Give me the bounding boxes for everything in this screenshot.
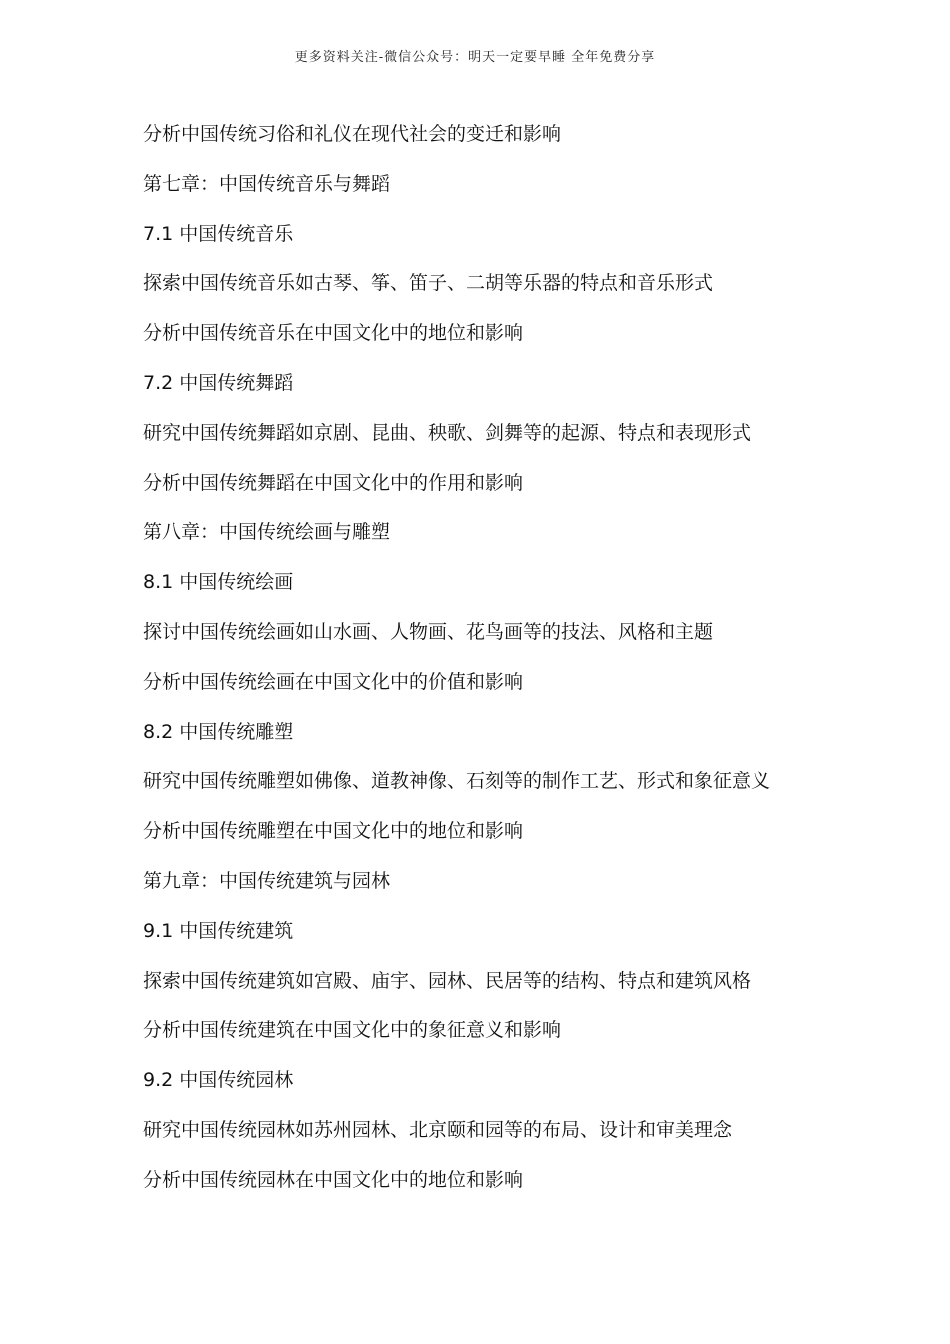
paragraph: 探索中国传统建筑如宫殿、庙宇、园林、民居等的结构、特点和建筑风格 [143,969,752,992]
page-header: 更多资料关注-微信公众号：明天一定要早睡 全年免费分享 [294,50,656,65]
paragraph: 研究中国传统舞蹈如京剧、昆曲、秧歌、剑舞等的起源、特点和表现形式 [143,421,752,444]
paragraph: 探索中国传统音乐如古琴、筝、笛子、二胡等乐器的特点和音乐形式 [143,272,714,295]
paragraph: 分析中国传统音乐在中国文化中的地位和影响 [143,322,524,345]
chapter-heading: 第九章：中国传统建筑与园林 [143,869,391,892]
paragraph: 探讨中国传统绘画如山水画、人物画、花鸟画等的技法、风格和主题 [143,620,714,643]
section-heading: 7.1 中国传统音乐 [143,222,294,245]
section-heading: 7.2 中国传统舞蹈 [143,371,294,394]
paragraph: 分析中国传统习俗和礼仪在现代社会的变迁和影响 [143,123,562,145]
paragraph: 分析中国传统园林在中国文化中的地位和影响 [143,1168,524,1191]
section-heading: 9.1 中国传统建筑 [143,919,294,942]
section-heading: 8.2 中国传统雕塑 [143,720,294,743]
paragraph: 分析中国传统舞蹈在中国文化中的作用和影响 [143,471,524,494]
paragraph: 分析中国传统雕塑在中国文化中的地位和影响 [143,820,524,843]
paragraph: 研究中国传统雕塑如佛像、道教神像、石刻等的制作工艺、形式和象征意义 [143,770,771,793]
chapter-heading: 第八章：中国传统绘画与雕塑 [143,521,391,544]
chapter-heading: 第七章：中国传统音乐与舞蹈 [143,172,391,195]
paragraph: 分析中国传统绘画在中国文化中的价值和影响 [143,670,524,693]
paragraph: 研究中国传统园林如苏州园林、北京颐和园等的布局、设计和审美理念 [143,1118,733,1141]
paragraph: 分析中国传统建筑在中国文化中的象征意义和影响 [143,1019,562,1042]
section-heading: 9.2 中国传统园林 [143,1069,294,1092]
section-heading: 8.1 中国传统绘画 [143,571,294,594]
document-body [143,121,863,1217]
